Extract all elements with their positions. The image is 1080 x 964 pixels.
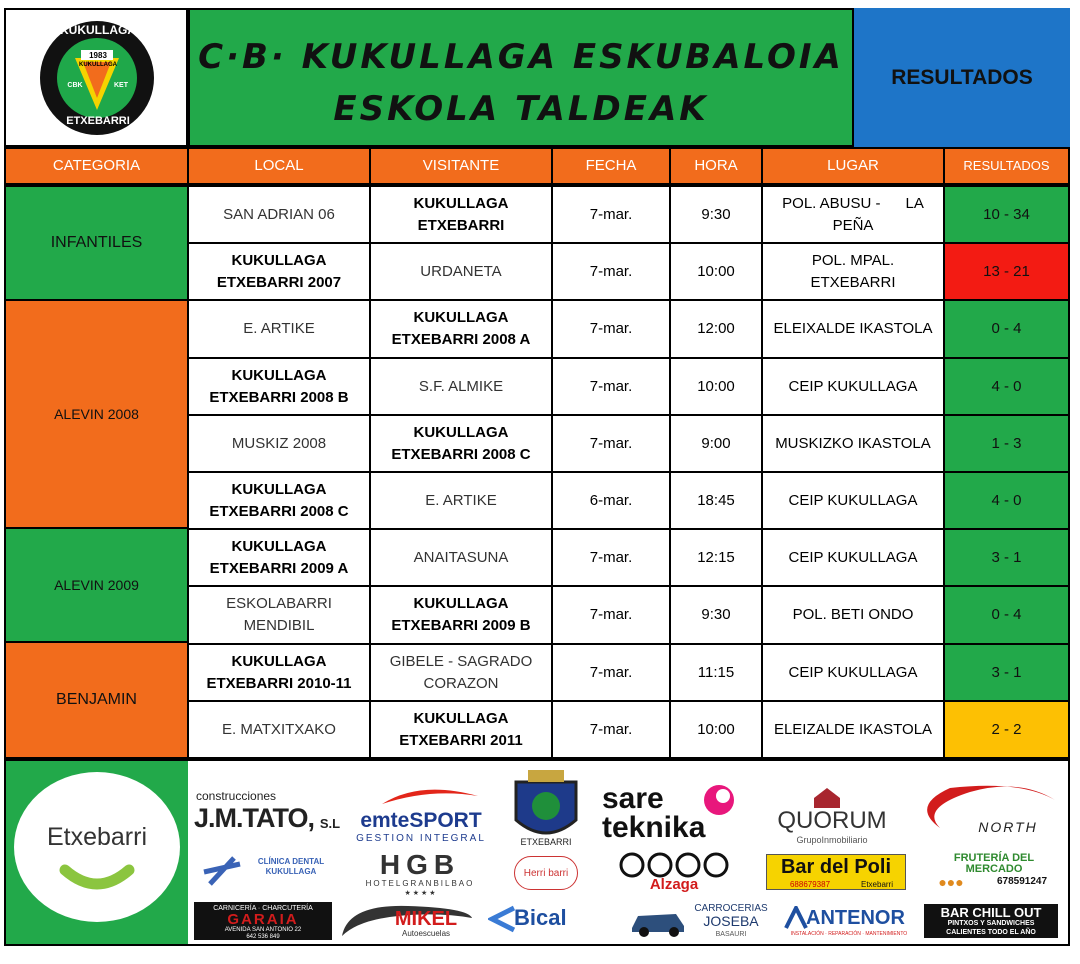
venue-cell: POL. ABUSU - LA PEÑA bbox=[763, 187, 943, 242]
column-header-fecha: FECHA bbox=[553, 149, 669, 183]
visitor-team-cell: KUKULLAGA ETXEBARRI bbox=[371, 187, 551, 242]
visitor-team-cell: S.F. ALMIKE bbox=[371, 359, 551, 414]
venue-cell: ELEIXALDE IKASTOLA bbox=[763, 301, 943, 357]
date-cell: 7-mar. bbox=[553, 587, 669, 643]
visitor-team-cell: KUKULLAGA ETXEBARRI 2008 C bbox=[371, 416, 551, 471]
sponsor-bar-poli: Bar del Poli bbox=[780, 855, 892, 878]
date-cell: 7-mar. bbox=[553, 530, 669, 585]
sponsor-antenor: ANTENOR bbox=[806, 906, 905, 929]
sponsor-north: NORTH bbox=[978, 819, 1038, 835]
date-cell: 7-mar. bbox=[553, 702, 669, 757]
header-title-box bbox=[188, 8, 854, 147]
column-header-local: LOCAL bbox=[189, 149, 369, 183]
date-cell: 7-mar. bbox=[553, 645, 669, 700]
sponsor-mikel-sub: Autoescuelas bbox=[401, 928, 451, 938]
result-cell: 1 - 3 bbox=[945, 416, 1068, 471]
sponsor-teknika: teknika bbox=[602, 811, 706, 844]
sponsor-bar-poli-phone: 688679387 bbox=[789, 879, 831, 889]
date-cell: 6-mar. bbox=[553, 473, 669, 528]
sponsor-hgb-stars: ★ ★ ★ ★ bbox=[404, 890, 436, 897]
sponsor-emtesport: emteSPORT bbox=[360, 809, 482, 832]
result-cell: 4 - 0 bbox=[945, 359, 1068, 414]
header-title-line2: ESKOLA TALDEAK bbox=[333, 89, 709, 129]
logo-year: 1983 bbox=[89, 50, 107, 60]
sponsor-joseba-3: BASAURI bbox=[715, 930, 747, 938]
time-cell: 10:00 bbox=[671, 702, 761, 757]
category-infantiles: INFANTILES bbox=[6, 187, 187, 299]
local-team-cell: E. ARTIKE bbox=[189, 301, 369, 357]
time-cell: 10:00 bbox=[671, 244, 761, 299]
car-icon bbox=[628, 902, 688, 938]
result-cell: 10 - 34 bbox=[945, 187, 1068, 242]
emte-swoosh-icon bbox=[380, 786, 480, 808]
logo-left: CBK bbox=[67, 81, 83, 89]
sponsor-tato-top: construcciones bbox=[196, 789, 277, 803]
time-cell: 12:15 bbox=[671, 530, 761, 585]
sponsor-garaia: GARAIA bbox=[227, 910, 299, 928]
local-team-cell: ESKOLABARRI MENDIBIL bbox=[189, 587, 369, 643]
result-cell: 0 - 4 bbox=[945, 301, 1068, 357]
sponsor-tato-suffix: S.L bbox=[319, 815, 341, 831]
column-header-resultados: RESULTADOS bbox=[945, 149, 1068, 183]
sponsor-mikel: MIKEL bbox=[394, 907, 458, 930]
sponsor-garaia-top: CARNICERÍA · CHARCUTERÍA bbox=[213, 904, 313, 912]
result-cell: 0 - 4 bbox=[945, 587, 1068, 643]
town-crest-label: ETXEBARRI bbox=[520, 837, 572, 847]
fruit-icon: ●●● bbox=[938, 874, 964, 890]
sponsor-chill-out-sub2: CALIENTES TODO EL AÑO bbox=[946, 929, 1036, 936]
sponsor-tato: J.M.TATO, bbox=[194, 802, 315, 833]
result-cell: 2 - 2 bbox=[945, 702, 1068, 757]
smile-icon bbox=[57, 862, 137, 892]
sponsor-joseba-1: CARROCERIAS bbox=[694, 902, 768, 914]
club-logo-box bbox=[4, 8, 188, 147]
time-cell: 18:45 bbox=[671, 473, 761, 528]
clinica-dental-icon bbox=[200, 854, 244, 890]
logo-bottom-text: ETXEBARRI bbox=[66, 115, 130, 127]
sponsor-alzaga: Alzaga bbox=[649, 875, 699, 893]
visitor-team-cell: KUKULLAGA ETXEBARRI 2008 A bbox=[371, 301, 551, 357]
sponsor-bar-poli-sub: Etxebarri bbox=[860, 879, 893, 889]
time-cell: 9:30 bbox=[671, 187, 761, 242]
visitor-team-cell: ANAITASUNA bbox=[371, 530, 551, 585]
result-cell: 13 - 21 bbox=[945, 244, 1068, 299]
sponsor-fruteria-2: MERCADO bbox=[965, 863, 1023, 875]
antenor-a-icon bbox=[784, 906, 808, 930]
local-team-cell: KUKULLAGA ETXEBARRI 2010-11 bbox=[189, 645, 369, 700]
sponsor-chill-out: BAR CHILL OUT bbox=[940, 904, 1042, 920]
sponsor-fruteria-phone: 678591247 bbox=[996, 875, 1048, 887]
time-cell: 11:15 bbox=[671, 645, 761, 700]
sponsor-herri-barri: Herri barri bbox=[514, 856, 578, 890]
sponsor-hgb: HGB bbox=[379, 849, 461, 880]
sponsor-quorum: QUORUM bbox=[777, 807, 887, 834]
venue-cell: POL. MPAL. ETXEBARRI bbox=[763, 244, 943, 299]
column-header-hora: HORA bbox=[671, 149, 761, 183]
local-team-cell: KUKULLAGA ETXEBARRI 2007 bbox=[189, 244, 369, 299]
category-alevin-2008: ALEVIN 2008 bbox=[6, 301, 187, 527]
sponsor-fruteria-1: FRUTERÍA DEL bbox=[953, 852, 1035, 864]
column-header-categoria: CATEGORIA bbox=[6, 149, 187, 183]
logo-top-text: KUKULLAGA bbox=[60, 23, 136, 37]
date-cell: 7-mar. bbox=[553, 416, 669, 471]
sponsor-bical: Bical bbox=[514, 905, 567, 930]
date-cell: 7-mar. bbox=[553, 359, 669, 414]
sponsor-antenor-sub: INSTALACIÓN · REPARACIÓN · MANTENIMIENTO bbox=[790, 931, 908, 937]
venue-cell: ELEIZALDE IKASTOLA bbox=[763, 702, 943, 757]
category-benjamin: BENJAMIN bbox=[6, 643, 187, 757]
column-header-lugar: LUGAR bbox=[763, 149, 943, 183]
result-cell: 3 - 1 bbox=[945, 530, 1068, 585]
local-team-cell: KUKULLAGA ETXEBARRI 2008 C bbox=[189, 473, 369, 528]
date-cell: 7-mar. bbox=[553, 244, 669, 299]
header-results-label: RESULTADOS bbox=[891, 66, 1033, 89]
local-team-cell: KUKULLAGA ETXEBARRI 2009 A bbox=[189, 530, 369, 585]
visitor-team-cell: GIBELE - SAGRADO CORAZON bbox=[371, 645, 551, 700]
venue-cell: POL. BETI ONDO bbox=[763, 587, 943, 643]
audi-rings-icon bbox=[614, 852, 734, 878]
column-header-visitante: VISITANTE bbox=[371, 149, 551, 183]
venue-cell: CEIP KUKULLAGA bbox=[763, 645, 943, 700]
sponsor-clinica-dental: CLÍNICA DENTAL KUKULLAGA bbox=[257, 857, 325, 876]
venue-cell: CEIP KUKULLAGA bbox=[763, 473, 943, 528]
local-team-cell: E. MATXITXAKO bbox=[189, 702, 369, 757]
logo-inner: KUKULLAGA bbox=[79, 61, 117, 68]
sponsor-garaia-address: AVENIDA SAN ANTONIO 22 bbox=[224, 926, 302, 933]
venue-cell: MUSKIZKO IKASTOLA bbox=[763, 416, 943, 471]
visitor-team-cell: URDANETA bbox=[371, 244, 551, 299]
visitor-team-cell: KUKULLAGA ETXEBARRI 2009 B bbox=[371, 587, 551, 643]
sponsor-quorum-sub: GrupoInmobiliario bbox=[796, 835, 868, 845]
header-title-line1: C·B· KUKULLAGA ESKUBALOIA bbox=[198, 37, 844, 77]
venue-cell: CEIP KUKULLAGA bbox=[763, 359, 943, 414]
sponsor-garaia-phone: 642 536 849 bbox=[246, 933, 280, 940]
time-cell: 10:00 bbox=[671, 359, 761, 414]
visitor-team-cell: E. ARTIKE bbox=[371, 473, 551, 528]
time-cell: 9:30 bbox=[671, 587, 761, 643]
date-cell: 7-mar. bbox=[553, 187, 669, 242]
etxebarri-wordmark: Etxebarri bbox=[46, 822, 148, 851]
sponsor-emtesport-sub: GESTION INTEGRAL bbox=[356, 832, 486, 844]
result-cell: 4 - 0 bbox=[945, 473, 1068, 528]
logo-right: KET bbox=[114, 81, 128, 89]
local-team-cell: SAN ADRIAN 06 bbox=[189, 187, 369, 242]
sponsor-chill-out-sub1: PINTXOS Y SANDWICHES bbox=[947, 920, 1035, 927]
time-cell: 9:00 bbox=[671, 416, 761, 471]
header-results-box bbox=[854, 8, 1070, 147]
visitor-team-cell: KUKULLAGA ETXEBARRI 2011 bbox=[371, 702, 551, 757]
category-alevin-2009: ALEVIN 2009 bbox=[6, 529, 187, 641]
sponsor-sare: sare bbox=[602, 782, 664, 815]
sponsor-hgb-sub: HOTELGRANBILBAO bbox=[365, 878, 475, 888]
time-cell: 12:00 bbox=[671, 301, 761, 357]
sponsor-joseba: JOSEBA bbox=[703, 913, 759, 929]
result-cell: 3 - 1 bbox=[945, 645, 1068, 700]
local-team-cell: KUKULLAGA ETXEBARRI 2008 B bbox=[189, 359, 369, 414]
local-team-cell: MUSKIZ 2008 bbox=[189, 416, 369, 471]
date-cell: 7-mar. bbox=[553, 301, 669, 357]
venue-cell: CEIP KUKULLAGA bbox=[763, 530, 943, 585]
